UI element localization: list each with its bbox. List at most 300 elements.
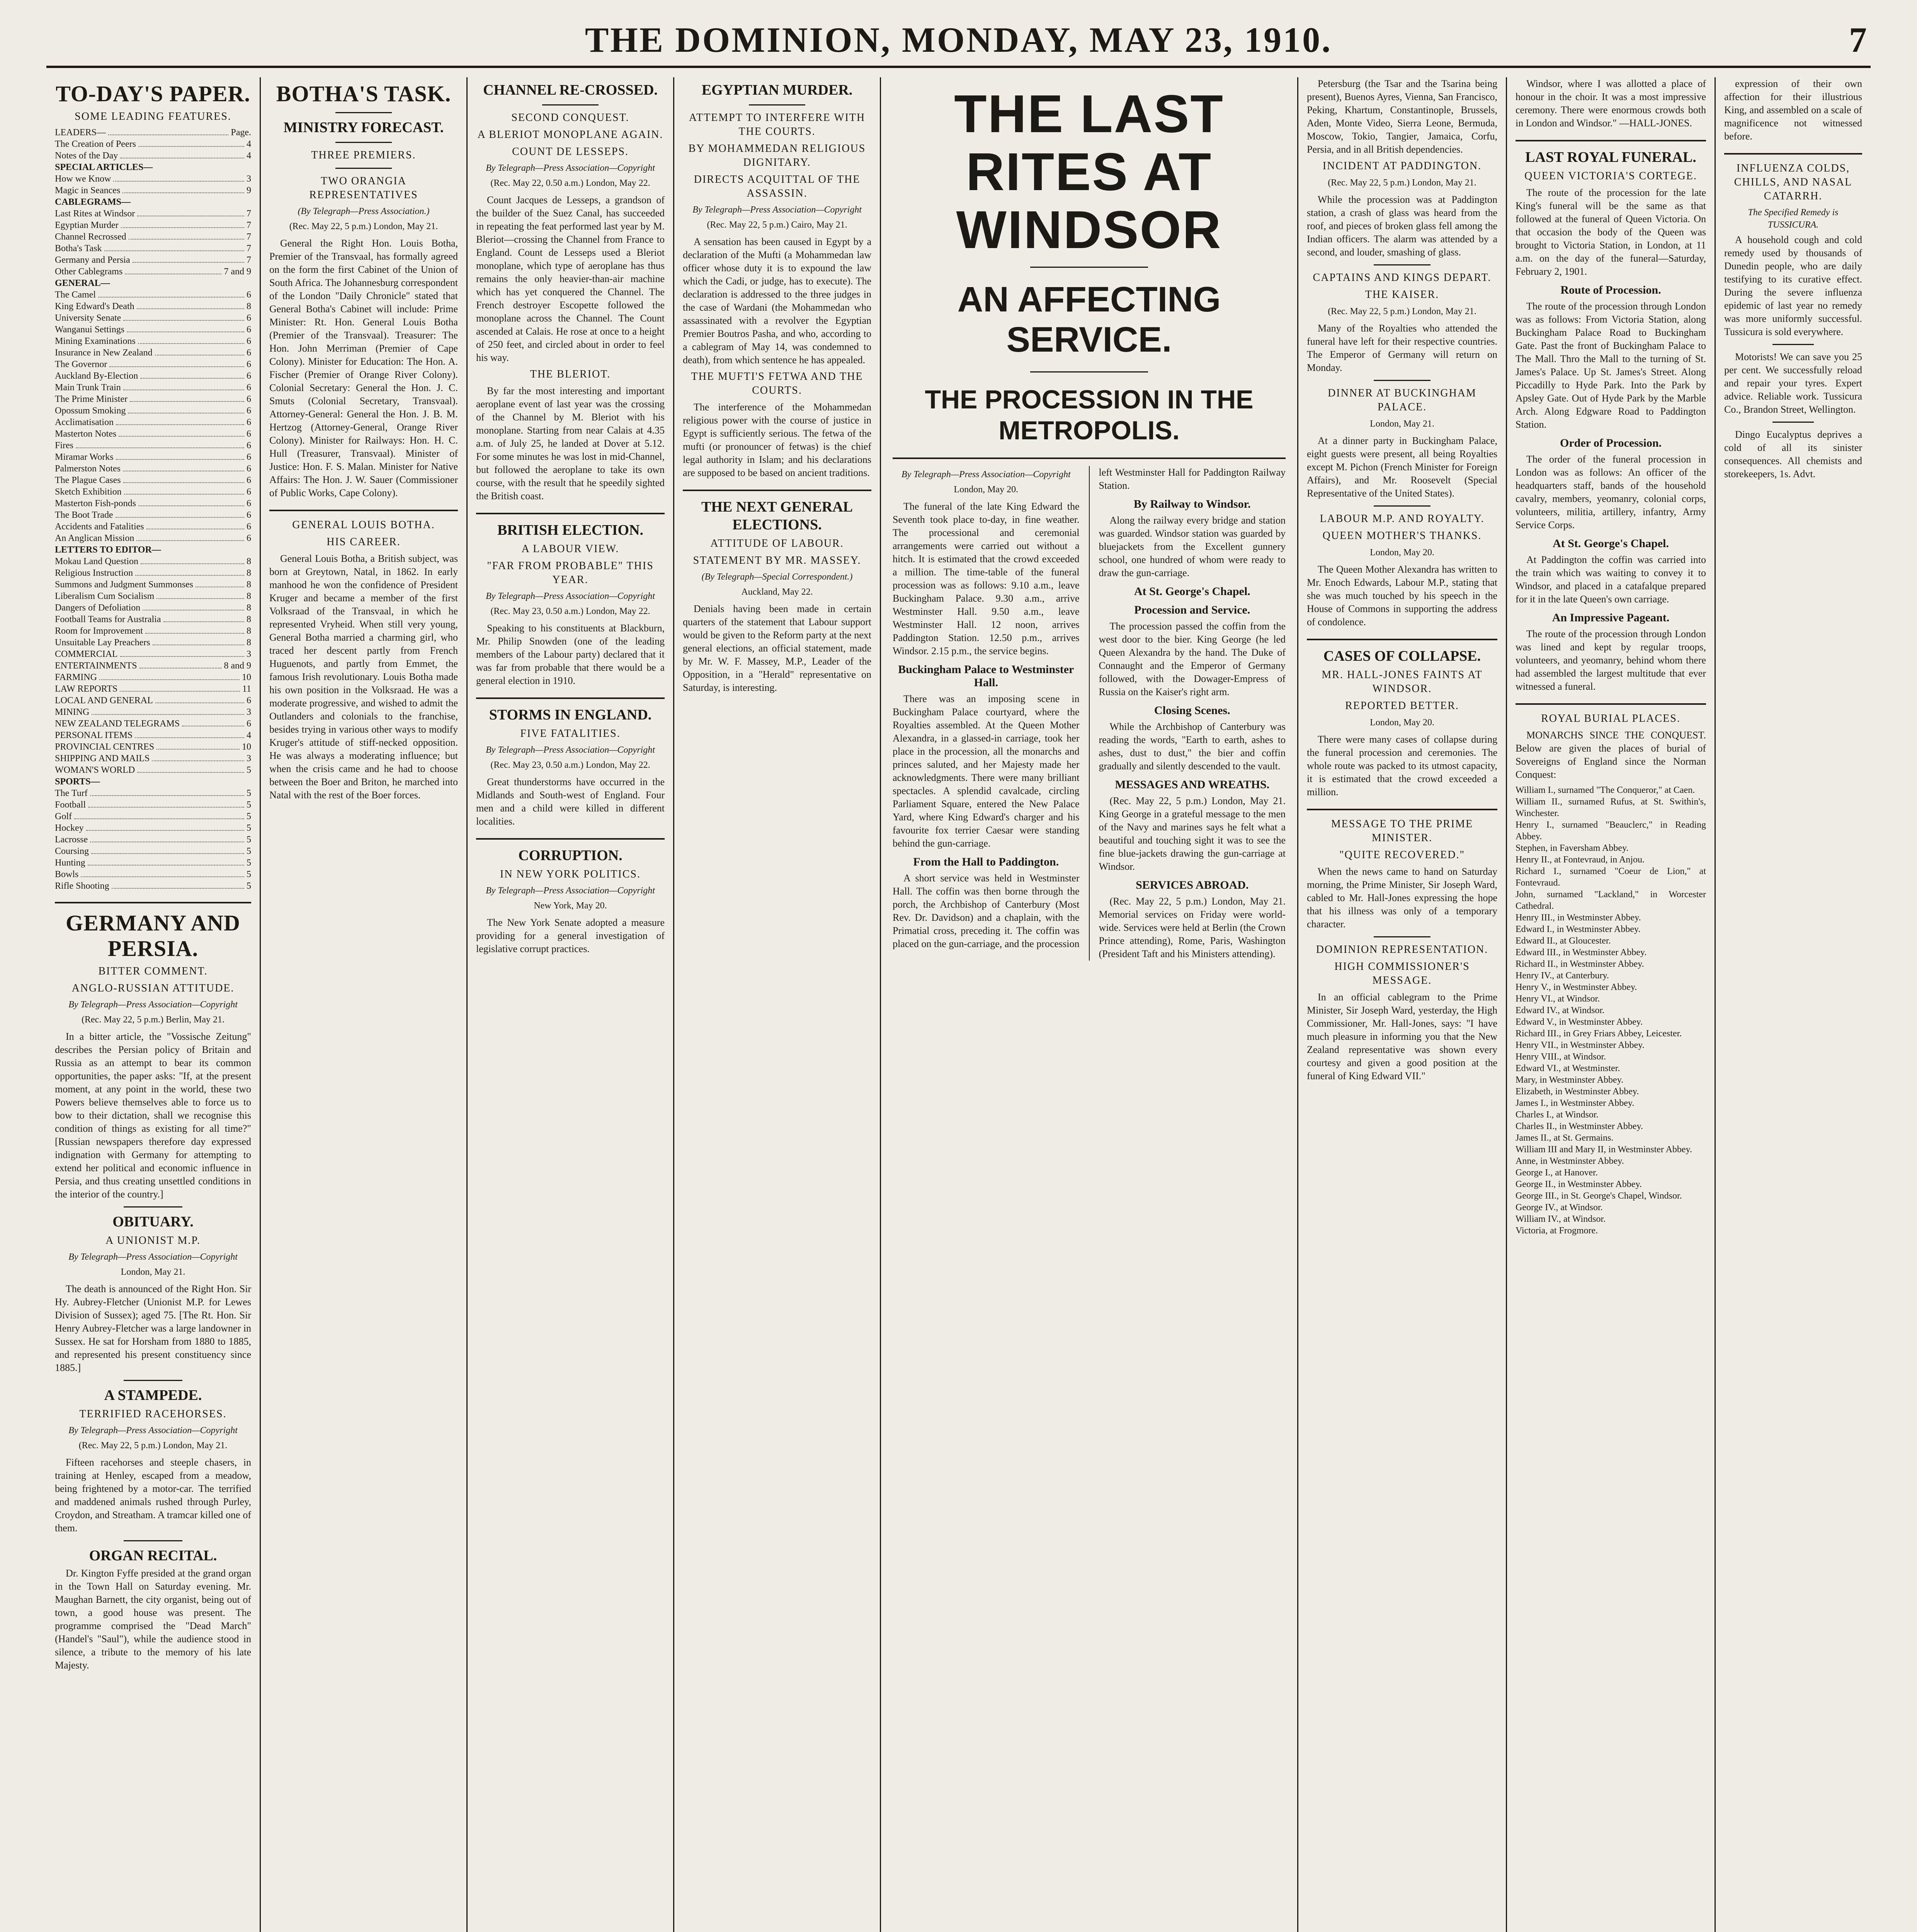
route-head: Route of Procession.: [1560, 284, 1661, 296]
funeral-sub: QUEEN VICTORIA'S CORTEGE.: [1524, 170, 1697, 182]
toc-dots: [196, 579, 244, 587]
toc-dots: [98, 289, 244, 298]
toc-row: [55, 335, 251, 347]
column-eight: [1716, 77, 1871, 1932]
toc-row: [55, 243, 251, 254]
egyptian-credit: By Telegraph—Press Association—Copyright: [692, 205, 862, 215]
toc-row: [55, 301, 251, 312]
divider: [1307, 639, 1497, 640]
toc-row: [55, 614, 251, 625]
toc-page: 8: [247, 626, 251, 636]
toc-page: 5: [247, 846, 251, 856]
order-head: Order of Procession.: [1560, 437, 1662, 449]
col8-top: expression of their own affection for their illustrious King, and assembled on a scale of magnificence not witnessed before.: [1724, 78, 1862, 142]
burial-item: Henry VIII., at Windsor.: [1516, 1052, 1606, 1062]
egyptian-sub: ATTEMPT TO INTERFERE WITH THE COURTS.: [689, 112, 866, 138]
toc-name: The Camel: [55, 290, 96, 300]
british-sub: A LABOUR VIEW.: [521, 543, 619, 555]
storms-head: STORMS IN ENGLAND.: [489, 707, 652, 723]
divider: [1516, 140, 1706, 141]
toc-dots: [127, 324, 244, 332]
toc-name: SHIPPING AND MAILS: [55, 753, 150, 764]
toc-name: King Edward's Death: [55, 301, 134, 311]
toc-name: Masterton Notes: [55, 429, 117, 439]
toc-name: Football Teams for Australia: [55, 614, 161, 624]
toc-page: 6: [247, 371, 251, 381]
storms-credit: By Telegraph—Press Association—Copyright: [486, 745, 655, 755]
toc-page: 6: [247, 533, 251, 543]
col7-top: Windsor, where I was allotted a place of honour in the choir. It was a most impressive ceremony. There were enormous crowds both in London and Windsor." —HALL-JONES.: [1516, 78, 1706, 129]
message-sub: "QUITE RECOVERED.": [1339, 849, 1465, 861]
toc-dots: [120, 648, 244, 657]
toc-dots: [140, 370, 244, 379]
incident-body: While the procession was at Paddington station, a crash of glass was heard from the roof, and pieces of broken glass fell among the Indian officers. The alarm was attended by a second, and louder, smashing of glass.: [1307, 194, 1497, 258]
toc-name: Magic in Seances: [55, 185, 121, 196]
divider: [1772, 344, 1814, 345]
burial-item: James I., in Westminster Abbey.: [1516, 1098, 1635, 1108]
toc-row: [55, 185, 251, 196]
toc-dots: [121, 219, 244, 228]
closing-head: Closing Scenes.: [1154, 704, 1230, 717]
toc-row: [55, 312, 251, 324]
toc-row: [55, 219, 251, 231]
column-seven: [1507, 77, 1716, 1932]
burial-item: Stephen, in Faversham Abbey.: [1516, 843, 1629, 853]
toc-row: [55, 417, 251, 428]
toc-dots: [122, 185, 244, 193]
abroad-body: (Rec. May 22, 5 p.m.) London, May 21. Memorial services on Friday were world-wide. Services were held at Berlin (the Crown Prince attending), Rome, Paris, Washington (President Taft and his Ministers attending).: [1099, 896, 1286, 959]
divider: [683, 490, 871, 491]
toc-row: [55, 822, 251, 834]
germany-date: (Rec. May 22, 5 p.m.) Berlin, May 21.: [82, 1015, 225, 1025]
collapse-date: London, May 20.: [1370, 718, 1434, 728]
burial-item: John, surnamed "Lackland," in Worcester Cathedral.: [1516, 889, 1706, 911]
toc-dots: [116, 451, 244, 460]
burial-item: Henry I., surnamed "Beauclerc," in Reading Abbey.: [1516, 820, 1706, 842]
toc-row: [55, 138, 251, 150]
toc-name: LAW REPORTS: [55, 684, 118, 694]
captains-date: (Rec. May 22, 5 p.m.) London, May 21.: [1328, 306, 1476, 316]
masthead: [46, 15, 1871, 68]
burial-item: Edward V., in Westminster Abbey.: [1516, 1017, 1643, 1027]
divider: [1724, 153, 1862, 155]
incident-date: (Rec. May 22, 5 p.m.) London, May 21.: [1328, 178, 1476, 188]
toc-row: [55, 579, 251, 590]
column-botha: [261, 77, 468, 1932]
fetwa-head: THE MUFTI'S FETWA AND THE COURTS.: [691, 371, 863, 396]
divider: [1030, 371, 1148, 372]
toc-name: Last Rites at Windsor: [55, 209, 135, 219]
toc-name: The Prime Minister: [55, 394, 128, 404]
toc-page: 5: [247, 800, 251, 810]
toc-name: Accidents and Fatalities: [55, 522, 144, 532]
toc-dots: [155, 347, 244, 355]
louis-head: GENERAL LOUIS BOTHA.: [292, 519, 435, 531]
toc-page: 5: [247, 788, 251, 798]
toc-page: 11: [242, 684, 251, 694]
toc-dots: [163, 614, 245, 622]
botha-sub3: TWO ORANGIA REPRESENTATIVES: [309, 175, 418, 201]
obituary-date: London, May 21.: [121, 1267, 185, 1277]
toc-row: [55, 127, 251, 138]
toc-name: LOCAL AND GENERAL: [55, 696, 153, 706]
incident-head: INCIDENT AT PADDINGTON.: [1322, 160, 1482, 172]
burial-item: Richard I., surnamed "Coeur de Lion," at Fontevraud.: [1516, 866, 1706, 888]
toc-row: [55, 660, 251, 672]
burial-item: Henry VII., in Westminster Abbey.: [1516, 1040, 1645, 1050]
toc-name: University Senate: [55, 313, 121, 323]
election-date: Auckland, May 22.: [741, 587, 813, 597]
railway-body: Along the railway every bridge and station was guarded. Windsor station was guarded by bluejackets from the Excellent gunnery school, one hundred of whom were ready to draw the gun-carriage.: [1099, 515, 1286, 578]
divider: [269, 510, 458, 511]
toc-row: [55, 590, 251, 602]
toc-page: 6: [247, 522, 251, 532]
toc-page: 5: [247, 869, 251, 879]
burial-item: Victoria, at Frogmore.: [1516, 1226, 1598, 1236]
toc-row: [55, 869, 251, 880]
corruption-credit: By Telegraph—Press Association—Copyright: [486, 886, 655, 896]
funeral-body: The route of the procession for the late King's funeral will be the same as that followed at the funeral of Queen Victoria. On that occasion the body of the Queen was brought to Victoria Station, in London, at 11 a.m. on the day of the funeral—Saturday, February 2, 1901.: [1516, 187, 1706, 277]
burial-item: Mary, in Westminster Abbey.: [1516, 1075, 1624, 1085]
toc-name: Hunting: [55, 858, 85, 868]
toc-dots: [109, 359, 244, 367]
palace-body: There was an imposing scene in Buckingham Palace courtyard, where the Royalties assembled. At the Queen Mother Alexandra, in a glassed-in carriage, took her place in the procession, all the monarchs and princes saluted, and her Majesty made her acknowledgments. There were many brilliant spectacles. A splendid cavalcade, circling Parliament Square, entered the New Palace Yard, where King Edward's charger and his favourite fox terrier Caesar were standing behind the gun-carriage.: [893, 693, 1080, 849]
toc-row: [55, 451, 251, 463]
toc-page: 4: [247, 730, 251, 740]
toc-name: The Governor: [55, 359, 107, 369]
hall-head: From the Hall to Paddington.: [913, 855, 1059, 868]
toc-dots: [123, 463, 244, 471]
toc-dots: [137, 764, 244, 773]
toc-page: 5: [247, 858, 251, 868]
toc-page: 3: [247, 707, 251, 717]
toc-dots: [86, 822, 244, 831]
toc-row: [55, 359, 251, 370]
egyptian-head: EGYPTIAN MURDER.: [701, 82, 853, 98]
toc-dots: [123, 474, 244, 483]
burial-item: Henry II., at Fontevraud, in Anjou.: [1516, 855, 1645, 865]
toc-row: [55, 799, 251, 811]
toc-page: 5: [247, 823, 251, 833]
toc-dots: [135, 567, 244, 576]
last-rites-text: [893, 466, 1286, 961]
toc-name: Botha's Task: [55, 243, 102, 253]
divider: [1307, 809, 1497, 810]
toc-row: [55, 544, 251, 556]
toc-row: [55, 382, 251, 393]
burial-item: Henry V., in Westminster Abbey.: [1516, 982, 1637, 992]
burial-item: Charles II., in Westminster Abbey.: [1516, 1121, 1643, 1131]
dominion-head: DOMINION REPRESENTATION.: [1316, 944, 1488, 956]
botha-sub2: THREE PREMIERS.: [311, 149, 416, 161]
toc-page: 6: [247, 348, 251, 358]
divider: [1030, 267, 1148, 268]
toc-name: Room for Improvement: [55, 626, 143, 636]
toc-page: 8 and 9: [224, 661, 251, 671]
burial-list: [1516, 784, 1706, 1236]
egyptian-date: (Rec. May 22, 5 p.m.) Cairo, May 21.: [707, 220, 847, 230]
burial-item: Edward IV., at Windsor.: [1516, 1005, 1605, 1015]
toc-page: 6: [247, 475, 251, 485]
divider: [476, 513, 665, 514]
toc-name: Religious Instruction: [55, 568, 133, 578]
funeral-head: LAST ROYAL FUNERAL.: [1525, 149, 1696, 165]
toc-page: 6: [247, 359, 251, 369]
divider: [124, 1206, 182, 1208]
messages-body: (Rec. May 22, 5 p.m.) London, May 21. King George in a grateful message to the men of the Navy and marines says he felt what a beautiful and touching sight it was to see the fine blue-jackets drawing the gun-carriage at Windsor.: [1099, 795, 1286, 872]
burial-item: Richard II., in Westminster Abbey.: [1516, 959, 1644, 969]
toc-dots: [92, 706, 244, 715]
toc-row: [55, 625, 251, 637]
burial-item: William II., surnamed Rufus, at St. Swithin's, Winchester.: [1516, 797, 1706, 818]
column-last-rites: [881, 77, 1298, 1932]
channel-head: CHANNEL RE-CROSSED.: [483, 82, 658, 98]
toc-name: MINING: [55, 707, 90, 717]
hall-body: A short service was held in Westminster Hall. The coffin was then borne through the porch, the Archbishop of Canterbury (Most Rev. Dr. Davidson) and a chaplain, with the Primatial cross, preceding it. The coffin was placed on the gun-carriage, and the procession left Westminster Hall for Paddington Railway Station.: [893, 467, 1286, 949]
toc-name: Mining Examinations: [55, 336, 136, 346]
col7-stgeorge-head: At St. George's Chapel.: [1553, 537, 1669, 550]
burial-item: Edward III., in Westminster Abbey.: [1516, 947, 1647, 957]
toc-name: LEADERS—: [55, 128, 106, 138]
toc-name: Opossum Smoking: [55, 406, 126, 416]
divider: [335, 112, 392, 113]
burial-item: Charles I., at Windsor.: [1516, 1110, 1599, 1120]
toc-row: [55, 208, 251, 219]
corruption-date: New York, May 20.: [534, 901, 607, 911]
toc-row: [55, 718, 251, 730]
corruption-sub: IN NEW YORK POLITICS.: [500, 868, 641, 880]
toc-name: Hockey: [55, 823, 84, 833]
toc-page: 4: [247, 151, 251, 161]
toc-dots: [88, 857, 244, 866]
toc-dots: [74, 811, 244, 819]
divider: [476, 838, 665, 840]
toc-row: [55, 509, 251, 521]
toc-name: PROVINCIAL CENTRES: [55, 742, 155, 752]
british-body: Speaking to his constituents at Blackburn, Mr. Philip Snowden (one of the leading members of the Labour party) declared that it was far from probable that there would be a general election in 1910.: [476, 622, 665, 686]
toc-row: [55, 880, 251, 892]
burial-item: William III and Mary II, in Westminster Abbey.: [1516, 1145, 1692, 1155]
toc-dots: [145, 625, 244, 634]
toc-dots: [76, 440, 244, 448]
toc-dots: [182, 718, 244, 726]
botha-credit: (By Telegraph—Press Association.): [298, 206, 430, 216]
storms-body: Great thunderstorms have occurred in the Midlands and South-west of England. Four men and a child were killed in different localities.: [476, 776, 665, 827]
divider: [55, 902, 251, 903]
influenza-body: A household cough and cold remedy used by thousands of Dunedin people, who are daily testifying to its curative effect. During the severe influenza epidemic of last year no remedy was more uniformly successful. Tussicura is sold everywhere.: [1724, 234, 1862, 337]
channel-sub2: A BLERIOT MONOPLANE AGAIN.: [477, 129, 663, 141]
germany-sub: BITTER COMMENT.: [98, 965, 208, 977]
toc-name: NEW ZEALAND TELEGRAMS: [55, 719, 180, 729]
toc-page: 3: [247, 649, 251, 659]
toc-page: 5: [247, 835, 251, 845]
column-egyptian: [674, 77, 881, 1932]
proc-head: Procession and Service.: [1134, 604, 1250, 616]
toc-row: [55, 277, 251, 289]
channel-body: Count Jacques de Lesseps, a grandson of the builder of the Suez Canal, has succeeded in repeating the feat performed last year by M. Bleriot—crossing the Channel from France to England. Count de Lesseps used a Bleriot monoplane, which type of aeroplane has thus remains the only heavier-than-air machine which has yet conquered the Channel. The French destroyer Escopette followed the monoplane across the Channel. The Count ascended at Calais. He rose at once to a height of 250 feet, and circled about in order to feel his way.: [476, 194, 665, 363]
table-of-contents: [55, 127, 251, 892]
toc-page: 4: [247, 139, 251, 149]
germany-sub2: ANGLO-RUSSIAN ATTITUDE.: [71, 982, 235, 994]
toc-page: 7: [247, 232, 251, 242]
election-body: Denials having been made in certain quarters of the statement that Labour support would be given to the Reform party at the next general elections, an official statement, made by Mr. W. F. Massey, M.P., Leader of the Opposition, in a "Herald" representative on Saturday, is interesting.: [683, 603, 871, 693]
toc-page: 5: [247, 881, 251, 891]
toc-name: Auckland By-Election: [55, 371, 138, 381]
toc-row: [55, 521, 251, 532]
influenza-head: INFLUENZA COLDS, CHILLS, AND NASAL CATARRH.: [1734, 162, 1852, 202]
labour-sub: QUEEN MOTHER'S THANKS.: [1322, 530, 1482, 542]
toc-name: GENERAL—: [55, 278, 110, 288]
dinner-body: At a dinner party in Buckingham Palace, eight guests were present, all being Royalties except M. Pichon (French Minister for Foreign Affairs), and Mr. Roosevelt (Special Representative of the United States).: [1307, 435, 1497, 499]
divider: [335, 142, 392, 143]
toc-page: 8: [247, 614, 251, 624]
divider: [124, 1540, 182, 1541]
burial-item: Elizabeth, in Westminster Abbey.: [1516, 1087, 1639, 1097]
stampede-date: (Rec. May 22, 5 p.m.) London, May 21.: [78, 1440, 228, 1451]
burial-item: Edward I., in Westminster Abbey.: [1516, 924, 1641, 934]
toc-dots: [116, 417, 244, 425]
toc-page: 7: [247, 209, 251, 219]
divider: [1772, 422, 1814, 423]
toc-dots: [152, 753, 244, 761]
burial-item: Richard III., in Grey Friars Abbey, Leicester.: [1516, 1029, 1682, 1039]
toc-page: 7: [247, 220, 251, 230]
toc-name: CABLEGRAMS—: [55, 197, 131, 207]
collapse-sub: MR. HALL-JONES FAINTS AT WINDSOR.: [1322, 669, 1483, 695]
burial-item: William IV., at Windsor.: [1516, 1214, 1606, 1224]
captains-head: CAPTAINS AND KINGS DEPART.: [1313, 272, 1492, 284]
toc-page: 10: [242, 672, 251, 682]
toc-dots: [91, 845, 244, 854]
burial-head: ROYAL BURIAL PLACES.: [1541, 713, 1681, 724]
toc-row: [55, 196, 251, 208]
toc-row: [55, 254, 251, 266]
divider: [1374, 380, 1431, 381]
storms-sub: FIVE FATALITIES.: [520, 728, 621, 740]
toc-row: [55, 857, 251, 869]
last-rites-sub: AN AFFECTING SERVICE.: [957, 280, 1221, 359]
louis-sub: HIS CAREER.: [327, 536, 401, 548]
dinner-head: DINNER AT BUCKINGHAM PALACE.: [1328, 387, 1476, 413]
toc-dots: [120, 150, 244, 158]
toc-page: 8: [247, 556, 251, 566]
toc-name: The Creation of Peers: [55, 139, 136, 149]
toc-name: Wanganui Settings: [55, 325, 125, 335]
toc-page: 6: [247, 290, 251, 300]
railway-head: By Railway to Windsor.: [1133, 498, 1251, 510]
organ-body: Dr. Kington Fyffe presided at the grand organ in the Town Hall on Saturday evening. Mr. Maughan Barnett, the city organist, being out of town, a good house was present. The programme comprised the "Dead March" (Handel's "Saul"), while the audience stood in silence, a tribute to the memory of his late Majesty.: [55, 1568, 251, 1671]
divider: [1516, 703, 1706, 705]
toc-page: 7 and 9: [224, 267, 251, 277]
corruption-head: CORRUPTION.: [518, 847, 623, 864]
botha-sub: MINISTRY FORECAST.: [283, 119, 444, 136]
toc-row: [55, 556, 251, 567]
toc-row: [55, 648, 251, 660]
burial-item: George I., at Hanover.: [1516, 1168, 1598, 1178]
toc-dots: [113, 173, 244, 182]
influenza-sub: The Specified Remedy is TUSSICURA.: [1748, 207, 1839, 230]
dominion-body: In an official cablegram to the Prime Minister, Sir Joseph Ward, yesterday, the High Commissioner, Mr. Hall-Jones, says: "I have much pleasure in informing you that the New Zealand representative was shown every courtesy and given a good position at the funeral of King Edward VII.": [1307, 992, 1497, 1082]
egyptian-sub2: BY MOHAMMEDAN RELIGIOUS DIGNITARY.: [688, 143, 866, 168]
toc-name: Acclimatisation: [55, 417, 114, 427]
bleriot-body: By far the most interesting and important aeroplane event of last year was the crossing of the Channel by M. Bleriot with his monoplane. Starting from near Calais at 4.35 a.m. of July 25, he landed at Dover at 5.12. For some minutes he was lost in mid-Channel, but followed the aeroplane to take its own course, with the result that he speedily sighted the British coast.: [476, 385, 665, 502]
toc-page: 8: [247, 591, 251, 601]
motorist-ad: Motorists! We can save you 25 per cent. We successfully reload and repair your tyres. Expert advice. Reliable work. Tussicura Co., Brandon Street, Wellington.: [1724, 351, 1862, 415]
proc-body: The procession passed the coffin from the west door to the bier. King George (he led Queen Alexandra by the hand. The Duke of Connaught and the Emperor of Germany followed, with the Dowager-Empress of Russia on the Kaiser's right arm.: [1099, 621, 1286, 697]
toc-row: [55, 474, 251, 486]
channel-credit: By Telegraph—Press Association—Copyright: [486, 163, 655, 173]
burial-item: Henry VI., at Windsor.: [1516, 994, 1600, 1004]
toc-page: 9: [247, 185, 251, 196]
closing-body: While the Archbishop of Canterbury was reading the words, "Earth to earth, ashes to ashes, dust to dust," the bier and coffin gradually and silently descended to the vault.: [1099, 721, 1286, 772]
toc-dots: [99, 672, 240, 680]
burial-item: William I., surnamed "The Conqueror," at Caen.: [1516, 785, 1695, 795]
toc-row: [55, 834, 251, 845]
labour-body: The Queen Mother Alexandra has written to Mr. Enoch Edwards, Labour M.P., stating that she was much touched by his speech in the House of Commons in supporting the address of condolence.: [1307, 564, 1497, 628]
toc-row: [55, 753, 251, 764]
obituary-head: OBITUARY.: [112, 1214, 194, 1230]
divider: [335, 168, 392, 169]
col6-top: Petersburg (the Tsar and the Tsarina being present), Buenos Ayres, Vienna, San Francisco, Peking, Khartum, Constantinople, Brussels, Aden, Monte Video, Sierra Leone, Bermuda, Moscow, Tokio, Tangier, Jamaica, Corfu, Persia, and in all British dependencies.: [1307, 78, 1497, 155]
toc-row: [55, 845, 251, 857]
toc-name: SPECIAL ARTICLES—: [55, 162, 153, 172]
burial-intro: MONARCHS SINCE THE CONQUEST. Below are given the places of burial of Sovereigns of England since the Norman Conquest:: [1516, 730, 1706, 780]
toc-page: 8: [247, 580, 251, 590]
toc-name: Summons and Judgment Summonses: [55, 580, 194, 590]
toc-name: Main Trunk Train: [55, 383, 121, 393]
toc-dots: [136, 532, 244, 541]
germany-body: In a bitter article, the "Vossische Zeitung" describes the Persian policy of Britain and Russia as an attempt to bear its common opportunities, the paper asks: "If, at the present moment, at any point in the world, these two Powers believe themselves able to force us to bow to their dictation, shall we recognise this condition of things as existing for all time?" [Russian newspapers therefore day expressed indignation with Germany for attempting to extend her political and economic influence in Persia, and thus creating unsettled conditions in the interior of the country.]: [55, 1031, 251, 1200]
stampede-credit: By Telegraph—Press Association—Copyright: [68, 1425, 238, 1435]
message-head: MESSAGE TO THE PRIME MINISTER.: [1331, 818, 1473, 844]
storms-date: (Rec. May 23, 0.50 a.m.) London, May 22.: [490, 760, 650, 770]
toc-dots: [124, 486, 244, 495]
column-six: [1298, 77, 1507, 1932]
toc-name: WOMAN'S WORLD: [55, 765, 135, 775]
obituary-sub: A UNIONIST M.P.: [105, 1235, 201, 1247]
toc-row: [55, 602, 251, 614]
divider: [124, 1380, 182, 1381]
toc-dots: [143, 602, 244, 611]
toc-row: [55, 683, 251, 695]
organ-head: ORGAN RECITAL.: [89, 1548, 217, 1564]
toc-dots: [137, 301, 244, 309]
toc-page: 3: [247, 753, 251, 764]
toc-name: COMMERCIAL: [55, 649, 118, 659]
toc-name: PERSONAL ITEMS: [55, 730, 133, 740]
stampede-head: A STAMPEDE.: [104, 1387, 202, 1403]
toc-row: [55, 162, 251, 173]
toc-name: Golf: [55, 811, 72, 821]
divider: [1374, 505, 1431, 507]
toc-page: 6: [247, 510, 251, 520]
toc-page: 6: [247, 487, 251, 497]
channel-sub3: COUNT DE LESSEPS.: [512, 146, 629, 158]
toc-page: 6: [247, 429, 251, 439]
stgeorge-head: At St. George's Chapel.: [1134, 585, 1250, 598]
toc-row: [55, 672, 251, 683]
last-rites-sub2: THE PROCESSION IN THE METROPOLIS.: [925, 385, 1254, 445]
toc-dots: [156, 741, 240, 750]
burial-item: Edward VI., at Westminster.: [1516, 1063, 1620, 1073]
toc-page: 6: [247, 452, 251, 462]
british-date: (Rec. May 23, 0.50 a.m.) London, May 22.: [490, 606, 650, 616]
germany-credit: By Telegraph—Press Association—Copyright: [68, 1000, 238, 1010]
botha-head: BOTHA'S TASK.: [276, 81, 451, 106]
toc-page: 3: [247, 174, 251, 184]
toc-row: [55, 776, 251, 787]
leading-features-head: SOME LEADING FEATURES.: [75, 111, 231, 122]
